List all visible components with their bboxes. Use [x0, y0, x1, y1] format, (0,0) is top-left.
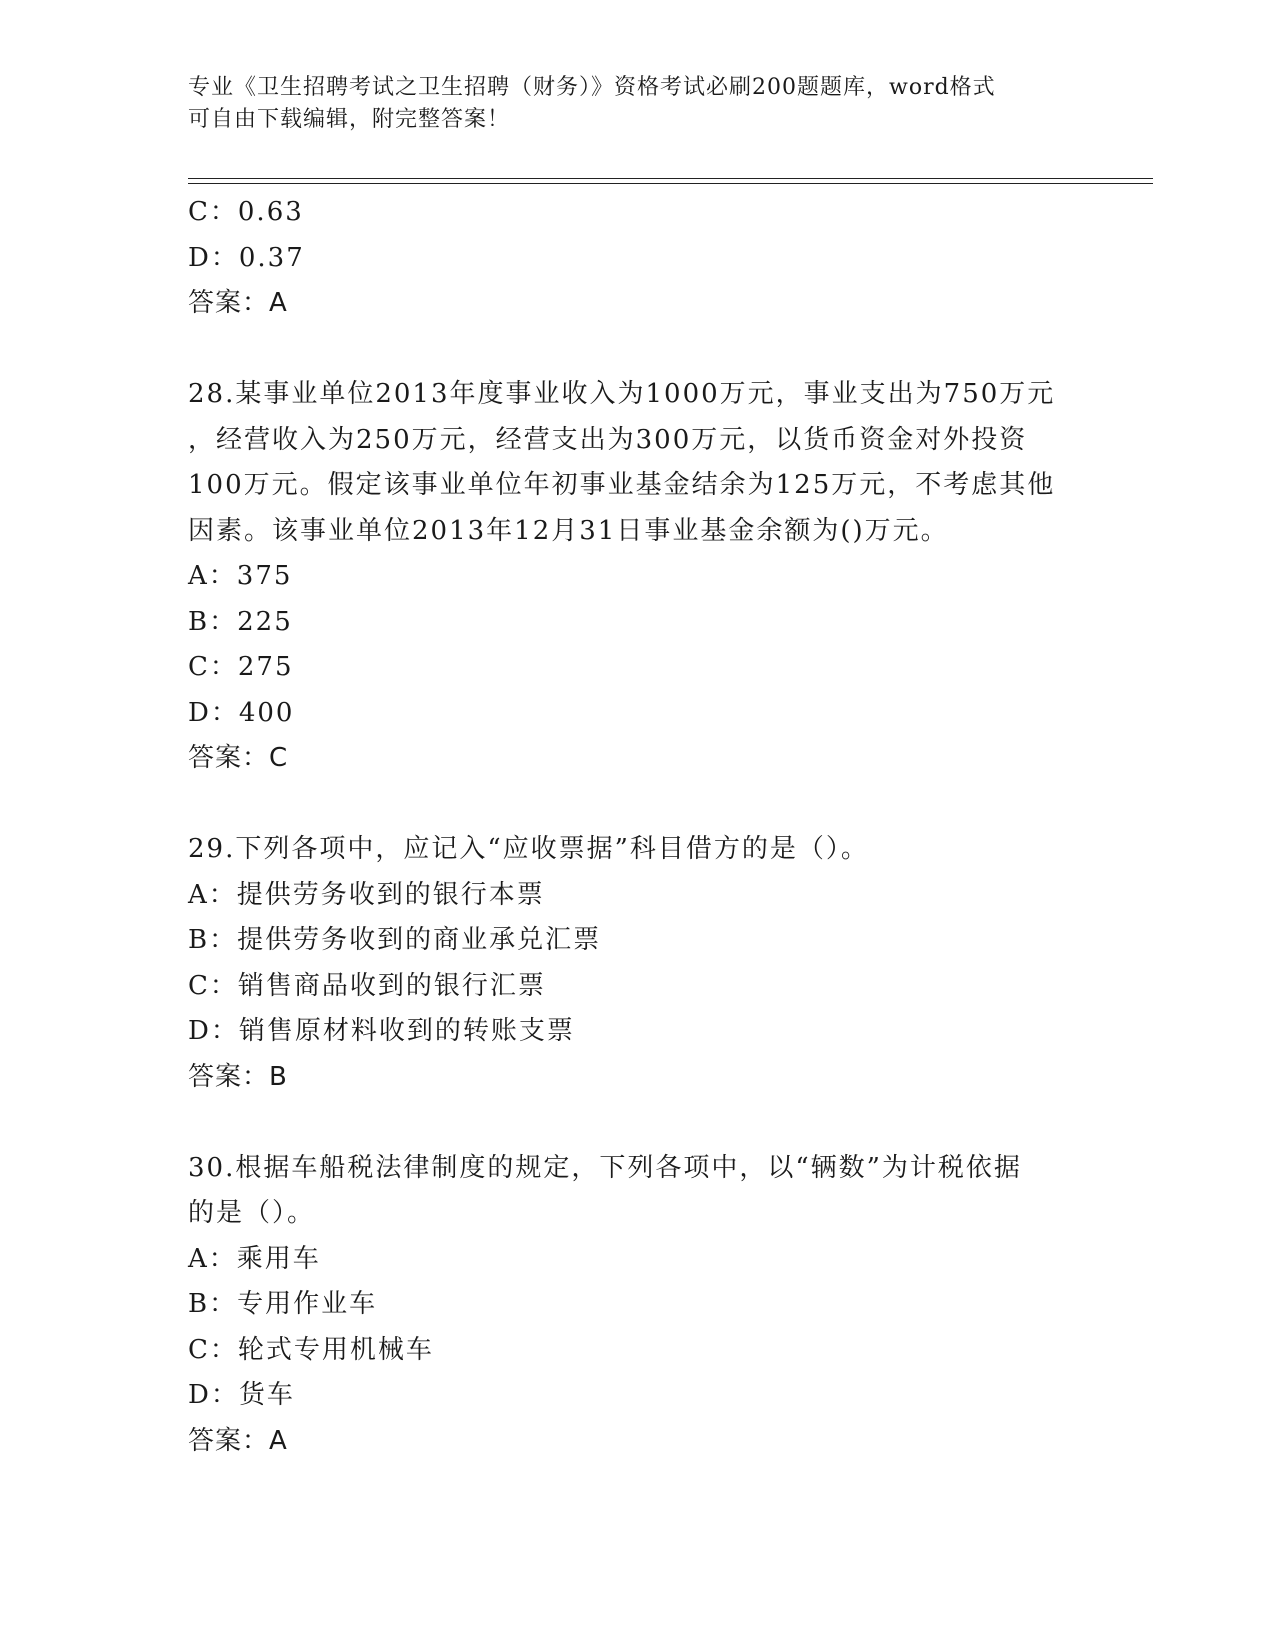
option-d: D：0.37	[188, 242, 305, 273]
answer-line: 答案：A	[188, 1425, 288, 1456]
option-b: B：提供劳务收到的商业承兑汇票	[188, 925, 602, 955]
header-title-line-2: 可自由下载编辑，附完整答案！	[188, 107, 511, 132]
previous-question-tail	[188, 190, 1088, 327]
option-d: D：400	[188, 697, 295, 728]
option-b: B：专用作业车	[188, 1289, 378, 1319]
spacer	[188, 1100, 1088, 1146]
header-divider-top	[188, 178, 1153, 179]
question-29	[188, 827, 1088, 1100]
header-title-line-1: 专业《卫生招聘考试之卫生招聘（财务）》资格考试必刷200题题库，word格式	[188, 75, 996, 100]
spacer	[188, 782, 1088, 828]
option-a: A：提供劳务收到的银行本票	[188, 879, 545, 910]
question-text-line: ，经营收入为250万元，经营支出为300万元，以货币资金对外投资	[188, 424, 1028, 455]
option-c: C：轮式专用机械车	[188, 1334, 434, 1365]
spacer	[188, 327, 1088, 373]
question-text-line: 28.某事业单位2013年度事业收入为1000万元，事业支出为750万元	[188, 379, 1056, 409]
option-c: C：销售商品收到的银行汇票	[188, 970, 546, 1001]
option-c: C：275	[188, 652, 294, 682]
question-text-line: 100万元。假定该事业单位年初事业基金结余为125万元，不考虑其他	[188, 470, 1056, 500]
option-b: B：225	[188, 606, 293, 637]
option-a: A：乘用车	[188, 1243, 321, 1274]
document-header	[188, 72, 1088, 136]
question-28	[188, 372, 1088, 782]
question-text-line: 因素。该事业单位2013年12月31日事业基金余额为()万元。	[188, 515, 949, 546]
question-text-line: 29.下列各项中，应记入“应收票据”科目借方的是（）。	[188, 834, 869, 864]
answer-line: 答案：A	[188, 288, 288, 318]
question-text-line: 30.根据车船税法律制度的规定，下列各项中，以“辆数”为计税依据	[188, 1152, 1022, 1183]
option-d: D：货车	[188, 1380, 295, 1410]
answer-line: 答案：C	[188, 743, 289, 773]
option-a: A：375	[188, 561, 293, 591]
question-text-line: 的是（）。	[188, 1198, 316, 1228]
answer-line: 答案：B	[188, 1061, 288, 1092]
header-divider-bottom	[188, 183, 1153, 184]
option-c: C：0.63	[188, 197, 304, 227]
question-30	[188, 1146, 1088, 1465]
option-d: D：销售原材料收到的转账支票	[188, 1016, 575, 1046]
question-content	[188, 190, 1088, 1464]
